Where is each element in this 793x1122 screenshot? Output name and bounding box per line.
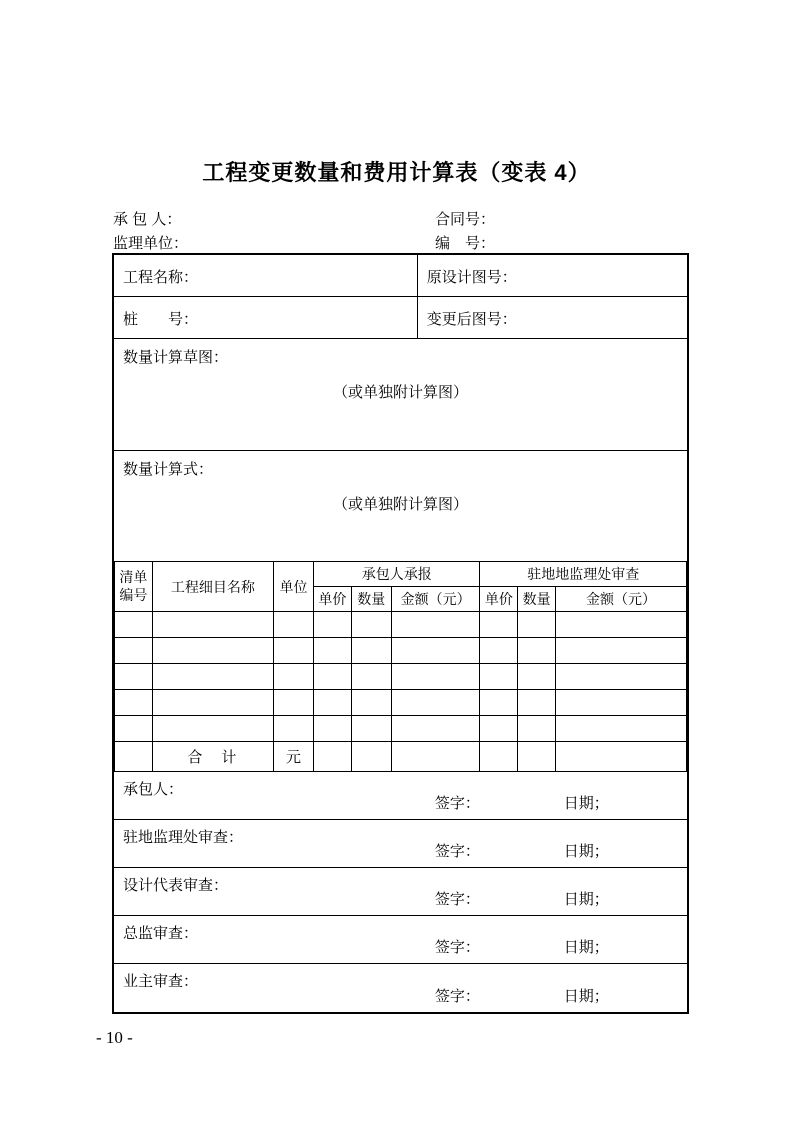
quantity-sketch-note: （或单独附计算图） <box>332 384 468 401</box>
item-cell <box>314 664 352 690</box>
item-cell <box>480 612 518 638</box>
item-cell <box>115 664 153 690</box>
item-cell <box>152 638 273 664</box>
total-unit-cell: 元 <box>274 742 314 772</box>
item-cell <box>314 612 352 638</box>
signature-section-contractor <box>114 772 687 820</box>
signature-label: 业主审查： <box>123 973 199 990</box>
item-row <box>115 612 687 638</box>
stake-no-row <box>114 297 687 339</box>
item-cell <box>351 638 391 664</box>
page-title: 工程变更数量和费用计算表（变表 4） <box>202 160 591 185</box>
quantity-sketch-section <box>114 339 687 451</box>
signature-section-resident-supervision <box>114 820 687 868</box>
item-cell <box>274 716 314 742</box>
original-drawing-cell: 原设计图号： <box>426 269 517 286</box>
supervision-unit-label: 监理单位： <box>113 234 189 252</box>
item-cell <box>391 612 480 638</box>
item-cell <box>274 612 314 638</box>
item-cell <box>115 716 153 742</box>
sign-here-label: 签字： <box>434 939 480 956</box>
item-cell <box>115 638 153 664</box>
item-cell <box>274 690 314 716</box>
item-cell <box>555 612 686 638</box>
item-cell <box>274 664 314 690</box>
sign-here-label: 签字： <box>434 988 480 1005</box>
signature-section-design-representative <box>114 868 687 916</box>
item-cell <box>351 664 391 690</box>
sign-here-label: 签字： <box>434 891 480 908</box>
date-label: 日期； <box>563 891 609 908</box>
quantity-formula-note: （或单独附计算图） <box>332 496 468 513</box>
item-cell <box>391 638 480 664</box>
doc-no-label: 编 号： <box>435 234 496 252</box>
item-cell <box>518 612 556 638</box>
total-row <box>115 742 687 772</box>
item-cell <box>274 638 314 664</box>
col-header-unit-price-supervisor: 单价 <box>480 587 518 612</box>
col-header-item-name: 工程细目名称 <box>152 562 273 612</box>
group-header-supervisor: 驻地地监理处审查 <box>480 562 687 587</box>
date-label: 日期； <box>563 988 609 1005</box>
quantity-formula-label: 数量计算式： <box>123 461 214 478</box>
signature-label: 设计代表审查： <box>123 877 229 894</box>
items-table <box>114 561 687 772</box>
col-header-list-no: 清单编号 <box>115 562 153 612</box>
item-cell <box>391 690 480 716</box>
project-name-row <box>114 255 687 297</box>
item-cell <box>152 716 273 742</box>
item-cell <box>555 638 686 664</box>
item-cell <box>518 664 556 690</box>
col-header-amount-contractor: 金额（元） <box>391 587 480 612</box>
item-cell <box>314 638 352 664</box>
total-label-cell: 合 计 <box>152 742 273 772</box>
item-cell <box>518 716 556 742</box>
signature-label: 承包人： <box>123 781 184 798</box>
signature-label: 总监审查： <box>123 925 199 942</box>
project-name-cell: 工程名称： <box>114 255 418 296</box>
item-cell <box>555 716 686 742</box>
item-cell <box>152 664 273 690</box>
quantity-sketch-label: 数量计算草图： <box>123 349 229 366</box>
quantity-formula-section <box>114 451 687 561</box>
item-cell <box>480 716 518 742</box>
items-body <box>115 612 687 742</box>
col-header-amount-supervisor: 金额（元） <box>555 587 686 612</box>
col-header-unit-price-contractor: 单价 <box>314 587 352 612</box>
contract-no-label: 合同号： <box>435 210 496 228</box>
item-cell <box>480 690 518 716</box>
item-cell <box>351 716 391 742</box>
item-cell <box>518 690 556 716</box>
item-cell <box>555 690 686 716</box>
col-header-quantity-contractor: 数量 <box>351 587 391 612</box>
item-cell <box>555 664 686 690</box>
item-cell <box>351 690 391 716</box>
revised-drawing-cell: 变更后图号： <box>426 311 517 328</box>
col-header-unit: 单位 <box>274 562 314 612</box>
date-label: 日期； <box>563 795 609 812</box>
form-table <box>112 253 689 1014</box>
page-number: - 10 - <box>96 1028 133 1047</box>
item-cell <box>480 664 518 690</box>
item-row <box>115 664 687 690</box>
item-cell <box>518 638 556 664</box>
contractor-label: 承 包 人： <box>113 210 182 228</box>
item-cell <box>391 716 480 742</box>
signature-label: 驻地监理处审查： <box>123 829 244 846</box>
item-row <box>115 716 687 742</box>
item-cell <box>351 612 391 638</box>
stake-no-cell: 桩 号： <box>114 297 418 338</box>
date-label: 日期； <box>563 939 609 956</box>
item-row <box>115 638 687 664</box>
item-cell <box>152 612 273 638</box>
item-cell <box>314 716 352 742</box>
item-cell <box>152 690 273 716</box>
item-cell <box>480 638 518 664</box>
col-header-quantity-supervisor: 数量 <box>518 587 556 612</box>
signature-section-owner <box>114 964 687 1012</box>
item-cell <box>115 690 153 716</box>
item-row <box>115 690 687 716</box>
sign-here-label: 签字： <box>434 795 480 812</box>
meta-block <box>113 206 688 254</box>
date-label: 日期； <box>563 843 609 860</box>
item-cell <box>314 690 352 716</box>
sign-here-label: 签字： <box>434 843 480 860</box>
signature-section-chief-supervisor <box>114 916 687 964</box>
group-header-contractor: 承包人承报 <box>314 562 480 587</box>
item-cell <box>391 664 480 690</box>
total-empty-cell <box>115 742 153 772</box>
item-cell <box>115 612 153 638</box>
